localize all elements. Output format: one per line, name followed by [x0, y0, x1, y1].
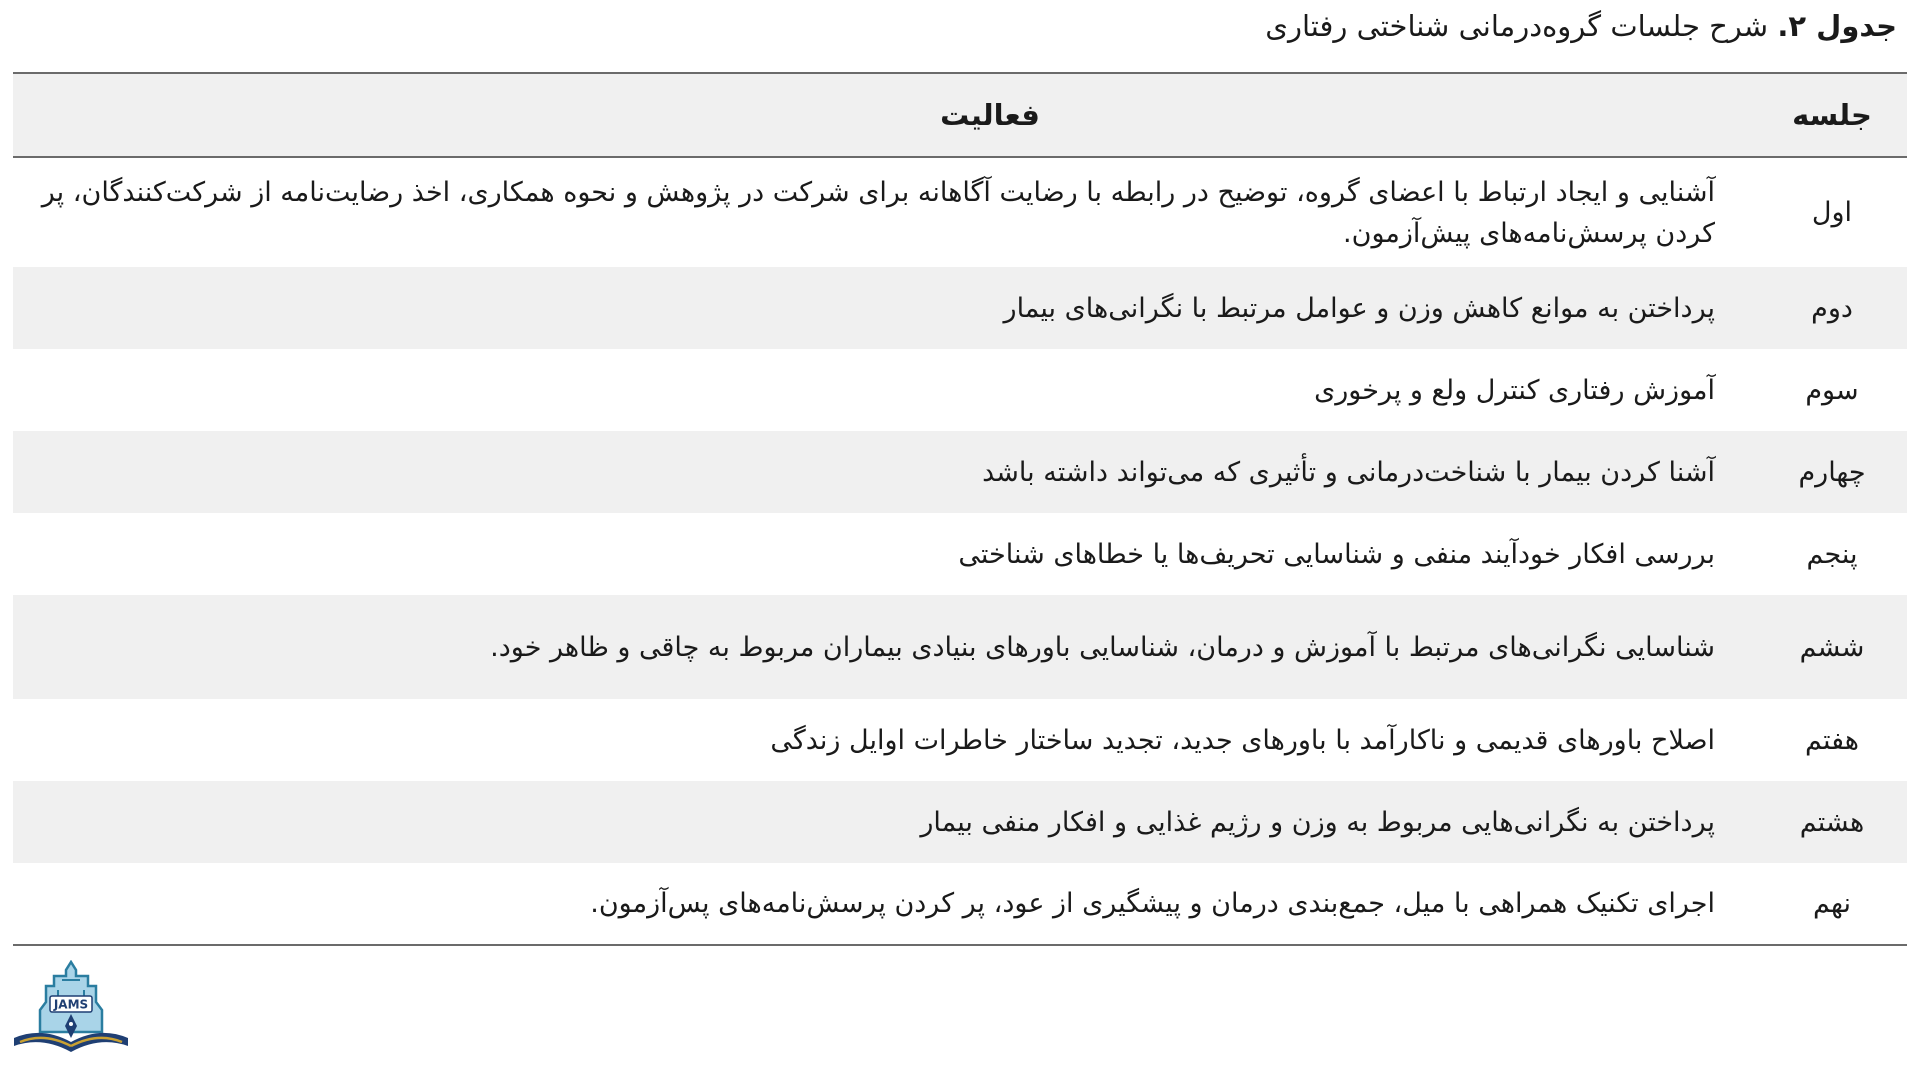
table-row	[13, 863, 1907, 945]
caption-label: جدول ۲.	[1777, 9, 1897, 43]
session-cell: دوم	[1811, 292, 1853, 324]
session-cell: نهم	[1813, 888, 1851, 919]
session-cell: چهارم	[1798, 456, 1866, 488]
table-row	[13, 349, 1907, 431]
table-row	[13, 431, 1907, 513]
logo-text: JAMS	[53, 997, 89, 1012]
activity-cell: اصلاح باورهای قدیمی و ناکارآمد با باورهای جدید، تجدید ساختار خاطرات اوایل زندگی	[770, 724, 1715, 756]
activity-cell: اجرای تکنیک همراهی با میل، جمع‌بندی درمان و پیشگیری از عود، پر کردن پرسش‌نامه‌های پس‌آزمون.	[590, 888, 1715, 919]
table-body	[13, 157, 1907, 945]
session-cell: سوم	[1805, 374, 1859, 406]
session-cell: هشتم	[1799, 806, 1865, 838]
caption-title: شرح جلسات گروه‌درمانی شناختی رفتاری	[1265, 9, 1769, 43]
session-cell: اول	[1811, 197, 1853, 228]
header-activity: فعالیت	[940, 98, 1040, 132]
table-header	[13, 73, 1907, 157]
session-cell: ششم	[1799, 631, 1865, 663]
table-row	[13, 699, 1907, 781]
table-row	[13, 157, 1907, 267]
activity-cell: آشنا کردن بیمار با شناخت‌درمانی و تأثیری که می‌تواند داشته باشد	[982, 456, 1715, 488]
header-session: جلسه	[1792, 98, 1872, 132]
activity-cell: بررسی افکار خودآیند منفی و شناسایی تحریف‌ها یا خطاهای شناختی	[958, 538, 1715, 570]
sessions-table	[13, 72, 1907, 946]
table-row	[13, 513, 1907, 595]
session-cell: پنجم	[1806, 538, 1858, 570]
jams-logo	[10, 960, 132, 1054]
table-row	[13, 267, 1907, 349]
activity-cell: آشنایی و ایجاد ارتباط با اعضای گروه، توضیح در رابطه با رضایت آگاهانه برای شرکت در پژوهش و نحوه همکاری، اخذ رضایت‌نامه از شرکت‌کنندگان، پر کردن پرسش‌نامه‌های پیش‌آزمون.	[41, 176, 1715, 249]
header-row	[13, 73, 1907, 157]
table-row	[13, 595, 1907, 699]
activity-cell: شناسایی نگرانی‌های مرتبط با آموزش و درمان، شناسایی باورهای بنیادی بیماران مربوط به چاقی و ظاهر خود.	[490, 631, 1715, 663]
activity-cell: پرداختن به موانع کاهش وزن و عوامل مرتبط با نگرانی‌های بیمار	[1003, 292, 1715, 324]
jams-logo-icon	[10, 960, 132, 1054]
table-row	[13, 781, 1907, 863]
session-cell: هفتم	[1804, 724, 1859, 756]
table-caption	[1265, 6, 1897, 46]
activity-cell: پرداختن به نگرانی‌هایی مربوط به وزن و رژیم غذایی و افکار منفی بیمار	[920, 806, 1715, 838]
sessions-table-container	[13, 72, 1907, 946]
activity-cell: آموزش رفتاری کنترل ولع و پرخوری	[1314, 374, 1715, 406]
